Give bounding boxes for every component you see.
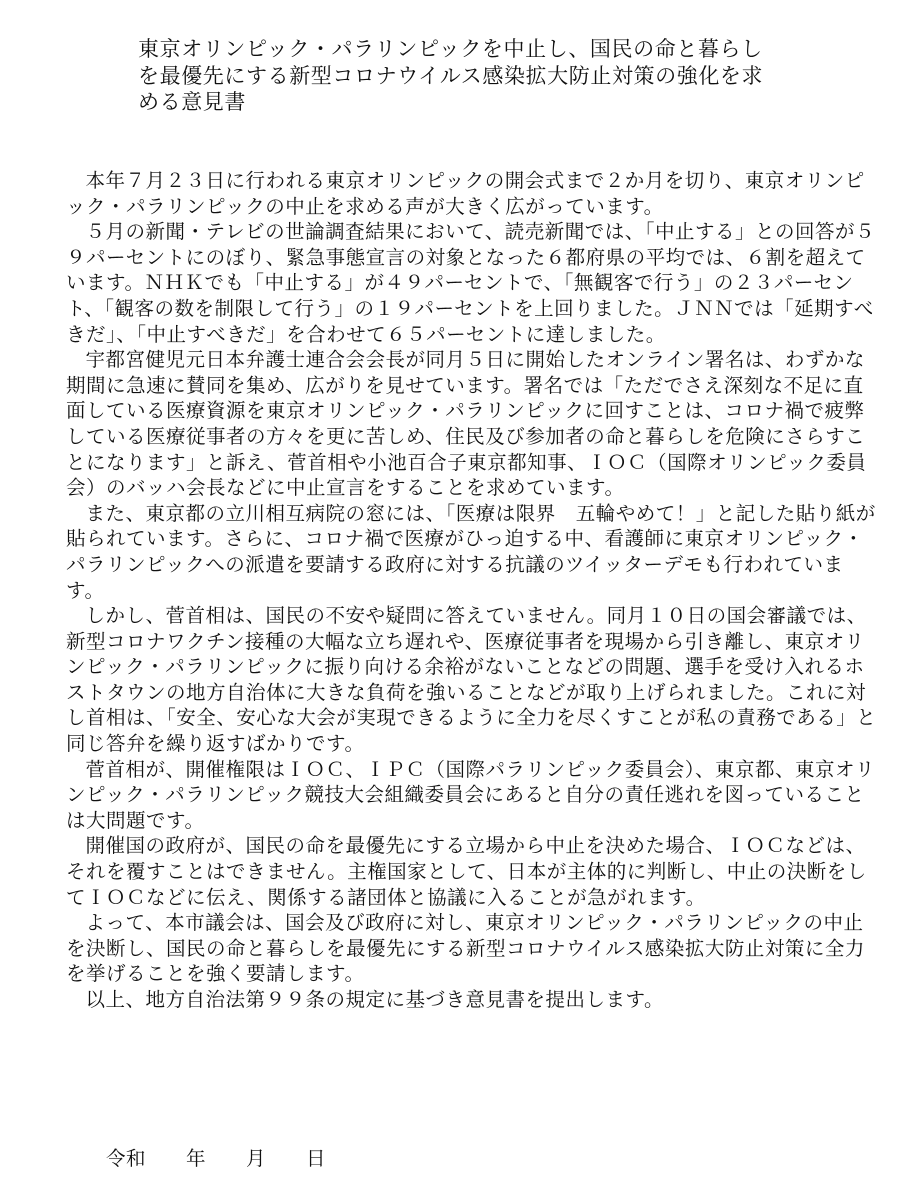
paragraph-2: ５月の新聞・テレビの世論調査結果において、読売新聞では、「中止する」との回答が５９パーセントにのぼり、緊急事態宣言の対象となった６都府県の平均では、６割を超えています。ＮＨＫでも「中止する」が４９パーセントで、「無観客で行う」の２３パーセント、「観客の数を制限して行う」の１９パーセントを上回りました。ＪＮＮでは「延期すべきだ」、「中止すべきだ」を合わせて６５パーセントに達しました。 (66, 220, 875, 346)
document-body (66, 168, 880, 1013)
paragraph-6: 菅首相が、開催権限はＩＯＣ、ＩＰＣ（国際パラリンピック委員会）、東京都、東京オリンピック・パラリンピック競技大会組織委員会にあると自分の責任逃れを図っていることは大問題です。 (66, 757, 875, 832)
paragraph-1: 本年７月２３日に行われる東京オリンピックの開会式まで２か月を切り、東京オリンピック・パラリンピックの中止を求める声が大きく広がっています。 (66, 169, 865, 218)
title-line-2: を最優先にする新型コロナウイルス感染拡大防止対策の強化を求 (138, 63, 764, 88)
title-line-3: める意見書 (138, 90, 246, 114)
paragraph-5: しかし、菅首相は、国民の不安や疑問に答えていません。同月１０日の国会審議では、新型コロナワクチン接種の大幅な立ち遅れや、医療従事者を現場から引き離し、東京オリンピック・パラリンピックに振り向ける余裕がないことなどの問題、選手を受け入れるホストタウンの地方自治体に大きな負荷を強いることなどが取り上げられました。これに対し首相は、「安全、安心な大会が実現できるように全力を尽くすことが私の責務である」と同じ答弁を繰り返すばかりです。 (66, 604, 877, 756)
date-line: 令和 年 月 日 (106, 1147, 327, 1170)
paragraph-7: 開催国の政府が、国民の命を最優先にする立場から中止を決めた場合、ＩＯＣなどは、それを覆すことはできません。主権国家として、日本が主体的に判断し、中止の決断をしてＩＯＣなどに伝え、関係する諸団体と協議に入ることが急がれます。 (66, 834, 867, 909)
paragraph-8: よって、本市議会は、国会及び政府に対し、東京オリンピック・パラリンピックの中止を決断し、国民の命と暮らしを最優先にする新型コロナウイルス感染拡大防止対策に全力を挙げることを強く要請します。 (66, 911, 865, 986)
paragraph-4: また、東京都の立川相互病院の窓には、「医療は限界 五輪やめて！」と記した貼り紙が貼られています。さらに、コロナ禍で医療がひっ迫する中、看護師に東京オリンピック・パラリンピックへの派遣を要請する政府に対する抗議のツイッターデモも行われています。 (66, 501, 876, 602)
paragraph-3: 宇都宮健児元日本弁護士連合会会長が同月５日に開始したオンライン署名は、わずかな期間に急速に賛同を集め、広がりを見せています。署名では「ただでさえ深刻な不足に直面している医療資源を東京オリンピック・パラリンピックに回すことは、コロナ禍で疲弊している医療従事者の方々を更に苦しめ、住民及び参加者の命と暮らしを危険にさらすことになります」と訴え、菅首相や小池百合子東京都知事、ＩＯＣ（国際オリンピック委員会）のバッハ会長などに中止宣言をすることを求めています。 (66, 348, 867, 500)
title-line-1: 東京オリンピック・パラリンピックを中止し、国民の命と暮らし (138, 37, 763, 61)
paragraph-9: 以上、地方自治法第９９条の規定に基づき意見書を提出します。 (85, 988, 664, 1011)
document-title (138, 36, 828, 116)
